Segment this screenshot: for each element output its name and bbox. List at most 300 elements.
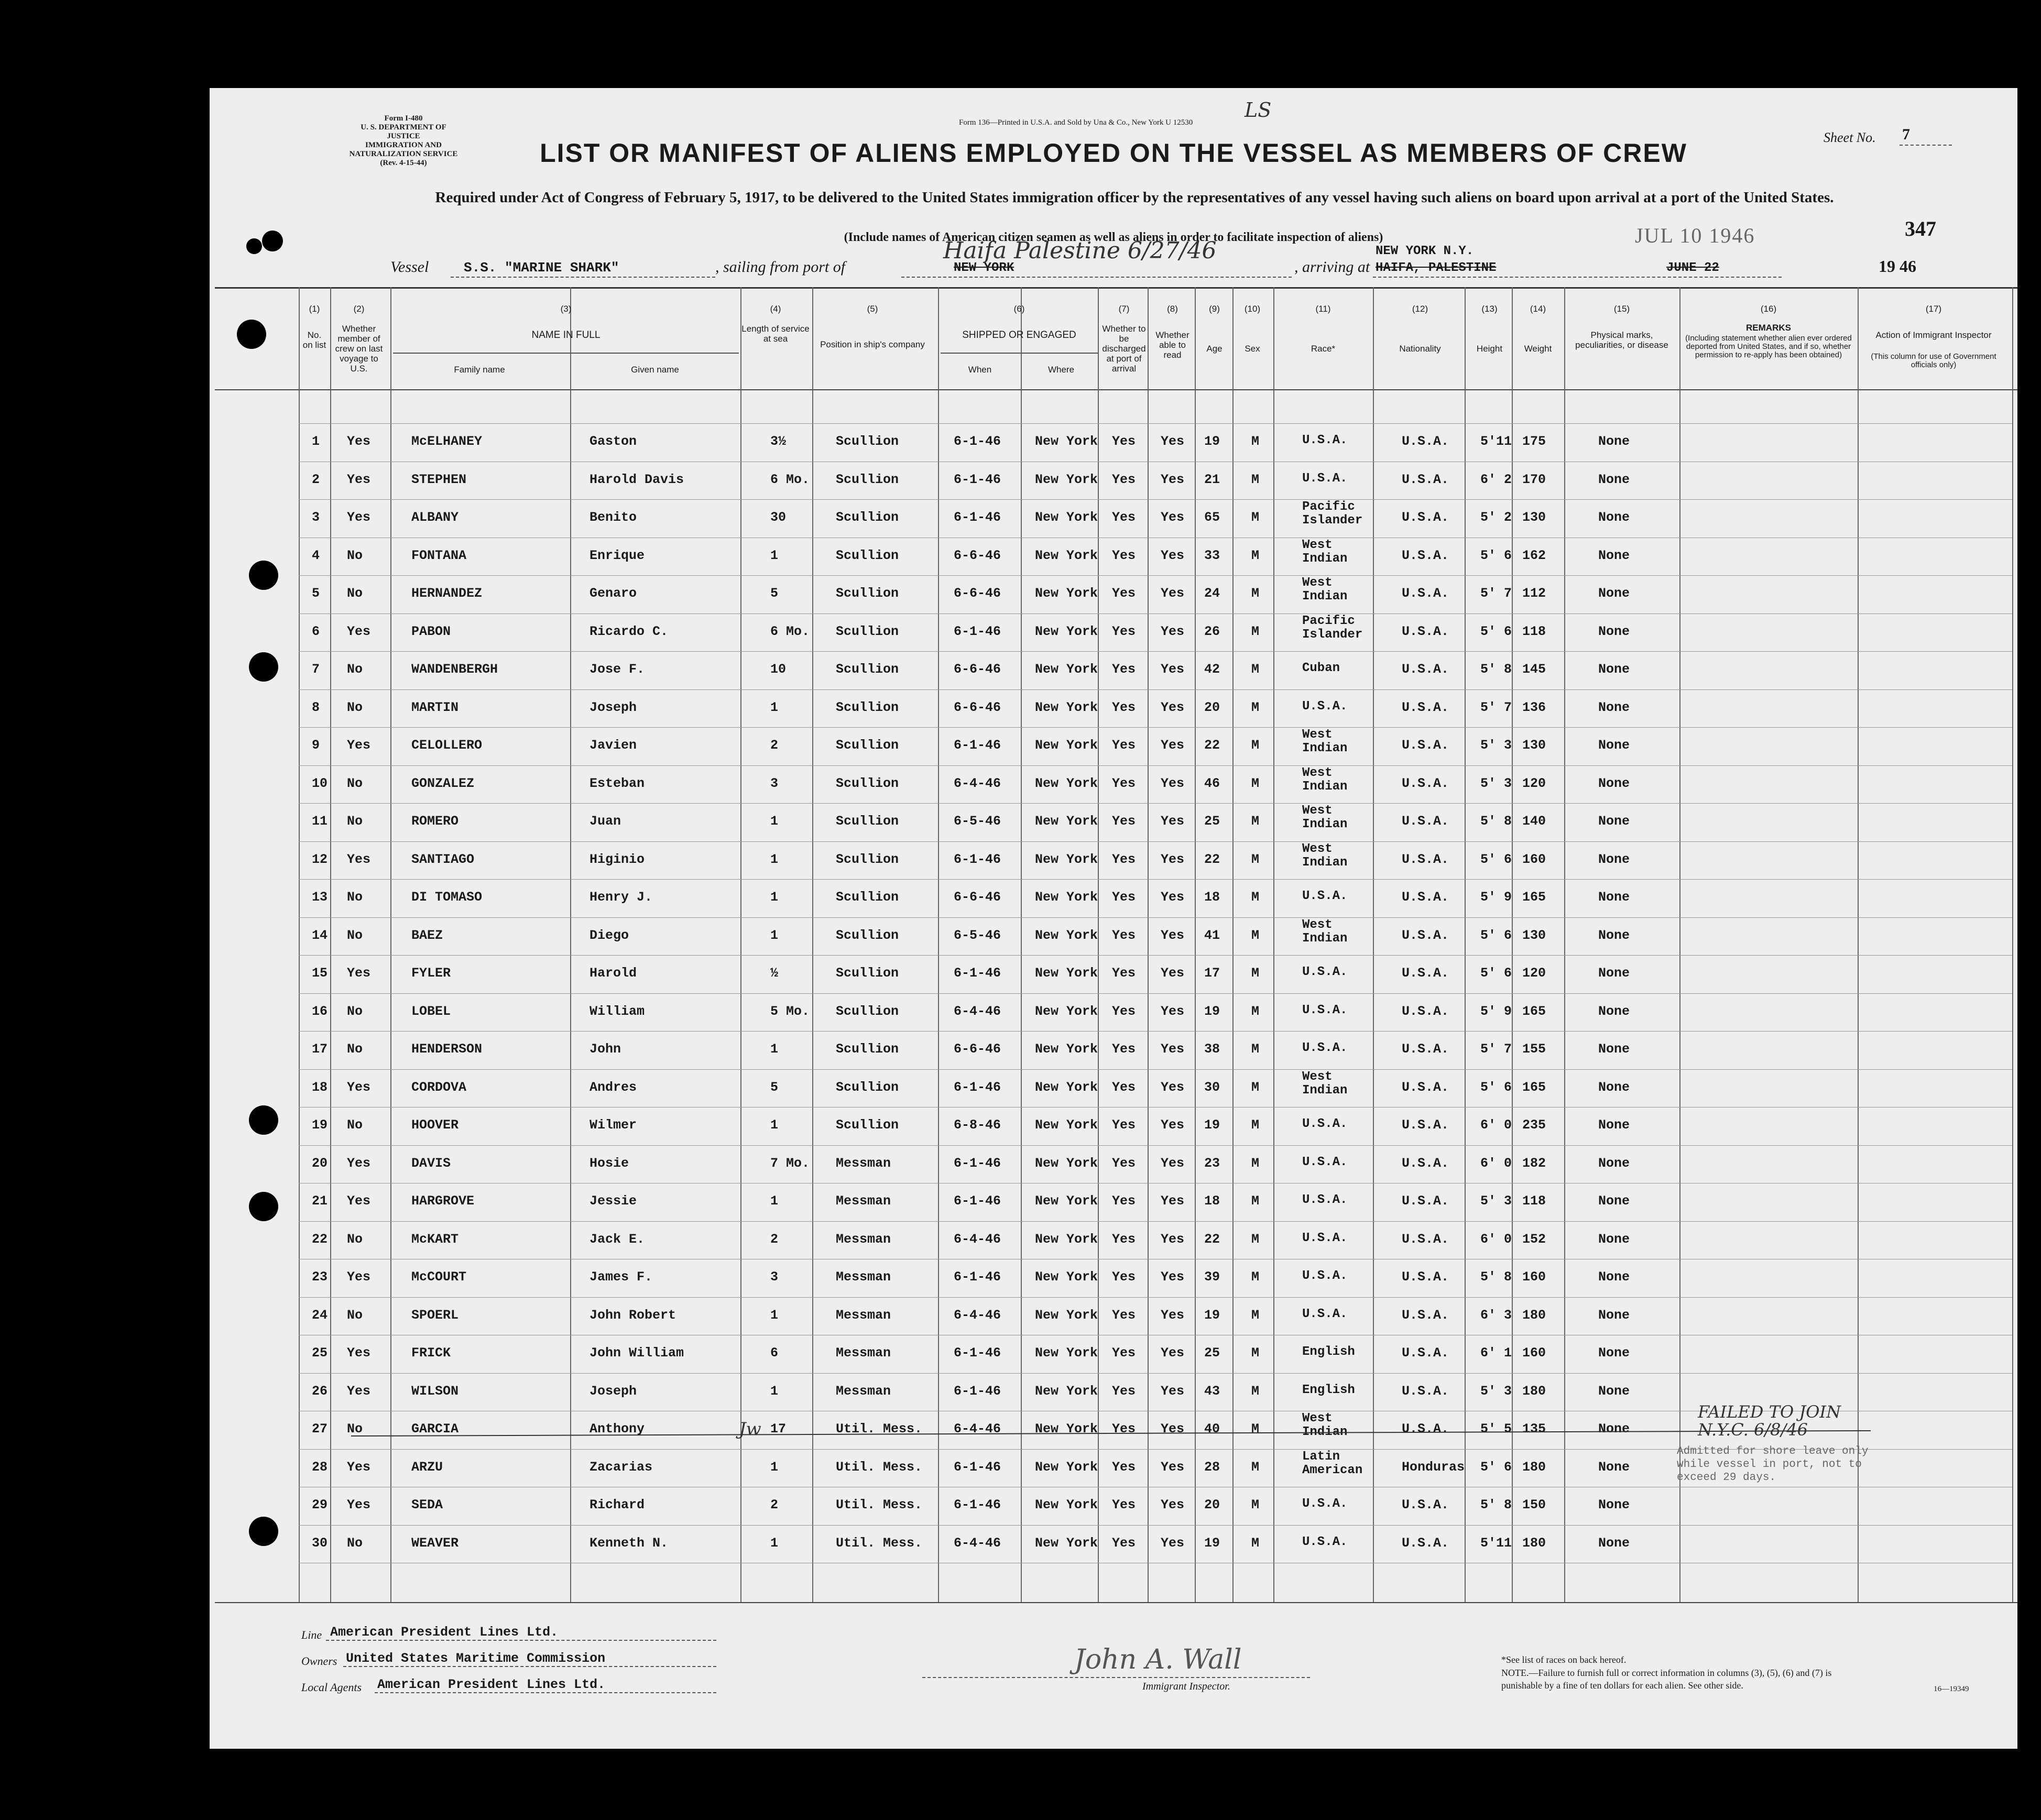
col9-number: (9) (1209, 304, 1220, 314)
row-physical: None (1598, 966, 1630, 981)
row-length: 1 (770, 1117, 779, 1133)
signature-line (922, 1677, 1310, 1678)
row-where: New York (1035, 586, 1098, 601)
row-sex: M (1251, 1155, 1260, 1171)
row-where: New York (1035, 434, 1098, 449)
row-rule (299, 1031, 2012, 1032)
row-physical: None (1598, 1535, 1630, 1551)
row-age: 18 (1204, 1193, 1220, 1209)
row-length: 2 (770, 1497, 779, 1512)
row-length: 1 (770, 547, 779, 563)
row-where: New York (1035, 814, 1098, 829)
row-when: 6-1-46 (954, 851, 1001, 867)
row-age: 33 (1204, 547, 1220, 563)
row-where: New York (1035, 890, 1098, 905)
row-nationality: U.S.A. (1402, 1003, 1449, 1019)
row-sex: M (1251, 1003, 1260, 1019)
row-rule (299, 803, 2012, 804)
row-given-name: Hosie (590, 1155, 629, 1171)
row-age: 43 (1204, 1383, 1220, 1399)
row-physical: None (1598, 1117, 1630, 1133)
row-height: 5' 8 (1480, 1269, 1512, 1285)
requirement-text: Required under Act of Congress of February 5, 1917, to be delivered to the United States immigration officer by the representatives of any vessel having such aliens on board upon arrival at a port of the United States. (435, 189, 1834, 206)
row-age: 22 (1204, 1231, 1220, 1247)
row-position: Util. Mess. (836, 1497, 923, 1512)
row-discharged: Yes (1112, 738, 1136, 753)
row-nationality: U.S.A. (1402, 1079, 1449, 1095)
row-when: 6-6-46 (954, 662, 1001, 677)
row-when: 6-6-46 (954, 890, 1001, 905)
row-number: 13 (312, 890, 328, 905)
row-nationality: U.S.A. (1402, 1421, 1449, 1437)
row-race: English (1302, 1345, 1355, 1359)
row-physical: None (1598, 1307, 1630, 1323)
row-position: Messman (836, 1231, 891, 1247)
row-position: Scullion (836, 1003, 899, 1019)
col-when-header: When (968, 365, 992, 375)
row-weight: 112 (1522, 586, 1546, 601)
row-weight: 160 (1522, 1345, 1546, 1361)
row-height: 5' 5 (1480, 1421, 1512, 1437)
row-member: No (347, 699, 363, 715)
row-age: 65 (1204, 510, 1220, 525)
row-height: 5' 3 (1480, 775, 1512, 791)
row-family-name: FYLER (411, 966, 451, 981)
name-subrule (393, 353, 739, 354)
row-given-name: Juan (590, 814, 621, 829)
row-position: Scullion (836, 851, 899, 867)
remarks-failed-note (1698, 1403, 1841, 1439)
row-nationality: U.S.A. (1402, 890, 1449, 905)
row-position: Scullion (836, 547, 899, 563)
row-family-name: McCOURT (411, 1269, 467, 1285)
row-race: West Indian (1302, 576, 1348, 604)
row-read: Yes (1161, 1459, 1185, 1475)
row-number: 20 (312, 1155, 328, 1171)
row-rule (299, 613, 2012, 614)
agents-value: American President Lines Ltd. (377, 1677, 606, 1692)
row-read: Yes (1161, 1307, 1185, 1323)
row-given-name: Ricardo C. (590, 623, 669, 639)
row-weight: 120 (1522, 966, 1546, 981)
row-when: 6-4-46 (954, 1421, 1001, 1437)
row-weight: 180 (1522, 1307, 1546, 1323)
row-length: 30 (770, 510, 787, 525)
row-position: Scullion (836, 814, 899, 829)
remarks-admitted-stamp: Admitted for shore leave only while vessel in port, not to exceed 29 days. (1677, 1445, 1869, 1484)
row-where: New York (1035, 927, 1098, 943)
row-height: 6' 0 (1480, 1231, 1512, 1247)
row-length: 6 (770, 1345, 779, 1361)
row-weight: 150 (1522, 1497, 1546, 1512)
row-race: U.S.A. (1302, 965, 1348, 979)
row-member: No (347, 547, 363, 563)
row-position: Scullion (836, 623, 899, 639)
row-when: 6-1-46 (954, 1079, 1001, 1095)
row-race: Latin American (1302, 1449, 1363, 1477)
row-given-name: Benito (590, 510, 637, 525)
arrive-port-handwritten: NEW YORK N.Y. (1376, 244, 1474, 258)
row-race: West Indian (1302, 728, 1348, 755)
row-height: 5' 6 (1480, 623, 1512, 639)
row-where: New York (1035, 1269, 1098, 1285)
row27-strikethrough (351, 1430, 1871, 1437)
row-age: 19 (1204, 1307, 1220, 1323)
column-rule (1465, 287, 1466, 1602)
row-number: 29 (312, 1497, 328, 1512)
row-rule (299, 993, 2012, 994)
row-family-name: ARZU (411, 1459, 443, 1475)
col-discharged-header: Whether to be discharged at port of arrival (1102, 324, 1146, 374)
row-when: 6-1-46 (954, 1383, 1001, 1399)
col12-number: (12) (1412, 304, 1428, 314)
row-race: West Indian (1302, 804, 1348, 831)
row-rule (299, 727, 2012, 728)
row-member: Yes (347, 1345, 371, 1361)
row-given-name: Richard (590, 1497, 645, 1512)
row-where: New York (1035, 1193, 1098, 1209)
row-nationality: U.S.A. (1402, 1383, 1449, 1399)
col-read-header: Whether able to read (1155, 330, 1189, 360)
from-port-handwritten: Haifa Palestine 6/27/46 (943, 237, 1217, 264)
row-when: 6-1-46 (954, 966, 1001, 981)
col-sex-header: Sex (1245, 344, 1260, 354)
row-read: Yes (1161, 738, 1185, 753)
row-age: 19 (1204, 1117, 1220, 1133)
row-discharged: Yes (1112, 1421, 1136, 1437)
row-read: Yes (1161, 434, 1185, 449)
row-position: Messman (836, 1383, 891, 1399)
row-race: U.S.A. (1302, 471, 1348, 486)
col13-number: (13) (1481, 304, 1498, 314)
col-nationality-header: Nationality (1399, 344, 1441, 354)
row-rule (299, 689, 2012, 690)
row-member: Yes (347, 1193, 371, 1209)
row-when: 6-1-46 (954, 738, 1001, 753)
row-height: 5' 9 (1480, 890, 1512, 905)
row-weight: 155 (1522, 1041, 1546, 1057)
row-height: 5' 7 (1480, 699, 1512, 715)
row-discharged: Yes (1112, 1003, 1136, 1019)
row-discharged: Yes (1112, 547, 1136, 563)
row-read: Yes (1161, 1345, 1185, 1361)
row-age: 20 (1204, 1497, 1220, 1512)
row-nationality: U.S.A. (1402, 699, 1449, 715)
row-physical: None (1598, 1345, 1630, 1361)
page-number: 347 (1905, 217, 1936, 240)
row-length: 1 (770, 890, 779, 905)
col-family-header: Family name (454, 365, 505, 375)
row-family-name: PABON (411, 623, 451, 639)
row-sex: M (1251, 1079, 1260, 1095)
row-family-name: STEPHEN (411, 472, 467, 487)
row-given-name: Genaro (590, 586, 637, 601)
row-family-name: MARTIN (411, 699, 459, 715)
row-family-name: CORDOVA (411, 1079, 467, 1095)
row-when: 6-4-46 (954, 1307, 1001, 1323)
row-where: New York (1035, 623, 1098, 639)
row-nationality: U.S.A. (1402, 775, 1449, 791)
row-discharged: Yes (1112, 1383, 1136, 1399)
row-discharged: Yes (1112, 966, 1136, 981)
col-weight-header: Weight (1524, 344, 1552, 354)
row-weight: 152 (1522, 1231, 1546, 1247)
row-member: No (347, 1421, 363, 1437)
row-nationality: Honduras (1402, 1459, 1465, 1475)
col14-number: (14) (1530, 304, 1546, 314)
row-position: Scullion (836, 775, 899, 791)
row-where: New York (1035, 1459, 1098, 1475)
row-number: 21 (312, 1193, 328, 1209)
row-given-name: John (590, 1041, 621, 1057)
row-discharged: Yes (1112, 1269, 1136, 1285)
row-number: 23 (312, 1269, 328, 1285)
row-member: No (347, 662, 363, 677)
row-weight: 165 (1522, 1003, 1546, 1019)
row-physical: None (1598, 1383, 1630, 1399)
row-length: 5 (770, 1079, 779, 1095)
line-underline (326, 1640, 716, 1641)
row-sex: M (1251, 851, 1260, 867)
column-rule (1232, 287, 1234, 1602)
row-discharged: Yes (1112, 586, 1136, 601)
row-sex: M (1251, 623, 1260, 639)
row-when: 6-4-46 (954, 1003, 1001, 1019)
row-family-name: HARGROVE (411, 1193, 475, 1209)
col-remarks-note: (Including statement whether alien ever ordered deported from United States, and if so, whether permission to re-apply has been obtained) (1685, 334, 1852, 359)
row-nationality: U.S.A. (1402, 472, 1449, 487)
row-nationality: U.S.A. (1402, 510, 1449, 525)
row-weight: 180 (1522, 1459, 1546, 1475)
department: U. S. DEPARTMENT OF JUSTICE (361, 123, 446, 140)
row-sex: M (1251, 586, 1260, 601)
row-race: U.S.A. (1302, 433, 1348, 447)
row-physical: None (1598, 510, 1630, 525)
column-rule (938, 287, 939, 1602)
row-number: 27 (312, 1421, 328, 1437)
shipped-subrule (941, 353, 1098, 354)
row-number: 2 (312, 472, 320, 487)
row-discharged: Yes (1112, 1079, 1136, 1095)
row-given-name: Zacarias (590, 1459, 653, 1475)
row-rule (299, 917, 2012, 918)
row-sex: M (1251, 1421, 1260, 1437)
row-race: Pacific Islander (1302, 613, 1363, 642)
row-discharged: Yes (1112, 851, 1136, 867)
row-rule (299, 1525, 2012, 1526)
col-age-header: Age (1206, 344, 1223, 354)
row-height: 5' 6 (1480, 547, 1512, 563)
row-when: 6-6-46 (954, 547, 1001, 563)
row-member: Yes (347, 510, 371, 525)
row-sex: M (1251, 1459, 1260, 1475)
row-position: Messman (836, 1345, 891, 1361)
row-where: New York (1035, 775, 1098, 791)
punch-hole (249, 1517, 278, 1546)
row-nationality: U.S.A. (1402, 1269, 1449, 1285)
row-race: West Indian (1302, 1069, 1348, 1098)
punch-hole (249, 652, 278, 682)
row-race: West Indian (1302, 917, 1348, 946)
punch-hole (249, 1105, 278, 1135)
row-number: 1 (312, 434, 320, 449)
col-shipped-header: SHIPPED OR ENGAGED (962, 330, 1076, 341)
row-nationality: U.S.A. (1402, 738, 1449, 753)
row-where: New York (1035, 1041, 1098, 1057)
header-bottom-rule (215, 389, 2017, 390)
col17-number: (17) (1925, 304, 1942, 314)
row-height: 6' 0 (1480, 1155, 1512, 1171)
remarks-failed-line1: FAILED TO JOIN (1698, 1402, 1841, 1422)
column-rule (1021, 287, 1022, 1602)
row-age: 18 (1204, 890, 1220, 905)
row-sex: M (1251, 890, 1260, 905)
row-length: 2 (770, 1231, 779, 1247)
row-position: Scullion (836, 1117, 899, 1133)
row-read: Yes (1161, 1117, 1185, 1133)
row-where: New York (1035, 472, 1098, 487)
row-given-name: Jack E. (590, 1231, 645, 1247)
races-note: *See list of races on back hereof. (1501, 1654, 1627, 1665)
row-member: Yes (347, 434, 371, 449)
row-height: 5' 3 (1480, 1383, 1512, 1399)
row27-initials: Jw (739, 1419, 761, 1440)
row-race: U.S.A. (1302, 1269, 1348, 1283)
row-nationality: U.S.A. (1402, 1307, 1449, 1323)
row-when: 6-1-46 (954, 1193, 1001, 1209)
row-length: 1 (770, 1307, 779, 1323)
row-sex: M (1251, 1345, 1260, 1361)
row-physical: None (1598, 434, 1630, 449)
row-race: U.S.A. (1302, 1534, 1348, 1549)
col4-number: (4) (770, 304, 781, 314)
col-action-header: Action of Immigrant Inspector (1875, 330, 1992, 340)
row-position: Scullion (836, 738, 899, 753)
row-family-name: WANDENBERGH (411, 662, 498, 677)
row-family-name: SANTIAGO (411, 851, 475, 867)
row-length: 1 (770, 699, 779, 715)
row-where: New York (1035, 1497, 1098, 1512)
col16-number: (16) (1760, 304, 1777, 314)
owners-value: United States Maritime Commission (346, 1651, 606, 1666)
sheet-label: Sheet No. (1824, 130, 1876, 145)
row-member: No (347, 1117, 363, 1133)
from-port-typed: NEW YORK (954, 261, 1014, 275)
year: 19 46 (1879, 257, 1916, 276)
row-discharged: Yes (1112, 662, 1136, 677)
row-when: 6-1-46 (954, 1155, 1001, 1171)
col8-number: (8) (1167, 304, 1178, 314)
column-rule (740, 287, 741, 1602)
row-length: 1 (770, 851, 779, 867)
row-member: Yes (347, 738, 371, 753)
row-discharged: Yes (1112, 1497, 1136, 1512)
row-sex: M (1251, 1497, 1260, 1512)
row-member: No (347, 1231, 363, 1247)
row-position: Scullion (836, 586, 899, 601)
row-length: 3 (770, 1269, 779, 1285)
row-height: 5' 2 (1480, 510, 1512, 525)
row-nationality: U.S.A. (1402, 1117, 1449, 1133)
row-race: West Indian (1302, 841, 1348, 870)
row-member: Yes (347, 1497, 371, 1512)
col-race-header: Race* (1311, 344, 1336, 354)
punch-hole (249, 1192, 278, 1221)
column-rule (812, 287, 813, 1602)
date-stamp: JUL 10 1946 (1635, 224, 1755, 247)
row-family-name: FRICK (411, 1345, 451, 1361)
row-number: 7 (312, 662, 320, 677)
column-rule (299, 287, 300, 1602)
row-age: 40 (1204, 1421, 1220, 1437)
row-age: 38 (1204, 1041, 1220, 1057)
row-height: 5' 8 (1480, 1497, 1512, 1512)
row-weight: 165 (1522, 1079, 1546, 1095)
row-when: 6-5-46 (954, 927, 1001, 943)
row-race: U.S.A. (1302, 1117, 1348, 1131)
row-race: West Indian (1302, 765, 1348, 794)
row-read: Yes (1161, 1155, 1185, 1171)
row-weight: 130 (1522, 738, 1546, 753)
row-age: 24 (1204, 586, 1220, 601)
row-physical: None (1598, 738, 1630, 753)
row-rule (299, 575, 2012, 576)
row-given-name: Joseph (590, 699, 637, 715)
row-rule (299, 1069, 2012, 1070)
col10-number: (10) (1244, 304, 1261, 314)
row-position: Scullion (836, 510, 899, 525)
column-rule (1148, 287, 1149, 1602)
col-position-header: Position in ship's company (820, 339, 925, 349)
service: IMMIGRATION AND NATURALIZATION SERVICE (349, 141, 458, 158)
col-action-note: (This column for use of Government officials only) (1871, 352, 1996, 369)
vessel-name: S.S. "MARINE SHARK" (464, 260, 619, 276)
col-given-header: Given name (631, 365, 679, 375)
row-nationality: U.S.A. (1402, 662, 1449, 677)
row-position: Util. Mess. (836, 1459, 923, 1475)
row-number: 3 (312, 510, 320, 525)
penalty-note: NOTE.—Failure to furnish full or correct information in columns (3), (5), (6) and (7) is punishable by a fine of ten dollars for each alien. See other side. (1501, 1668, 1832, 1691)
row-read: Yes (1161, 1421, 1185, 1437)
row-nationality: U.S.A. (1402, 851, 1449, 867)
row-where: New York (1035, 1155, 1098, 1171)
row-length: 7 Mo. (770, 1155, 810, 1171)
row-length: ½ (770, 966, 779, 981)
row-rule (299, 1221, 2012, 1222)
row-weight: 160 (1522, 851, 1546, 867)
row-sex: M (1251, 1193, 1260, 1209)
row-physical: None (1598, 1003, 1630, 1019)
row-sex: M (1251, 434, 1260, 449)
row-where: New York (1035, 1345, 1098, 1361)
row-weight: 118 (1522, 623, 1546, 639)
row-length: 17 (770, 1421, 787, 1437)
col2-number: (2) (353, 304, 365, 314)
table-bottom-rule (215, 1602, 2017, 1603)
row-position: Scullion (836, 699, 899, 715)
handwritten-initials: LS (1245, 98, 1272, 122)
row-weight: 175 (1522, 434, 1546, 449)
row-nationality: U.S.A. (1402, 966, 1449, 981)
row-length: 1 (770, 814, 779, 829)
vessel-label: Vessel (390, 258, 429, 276)
col-no-header: No. on list (302, 330, 326, 350)
row-member: No (347, 1041, 363, 1057)
row-member: No (347, 775, 363, 791)
row-number: 26 (312, 1383, 328, 1399)
row-length: 10 (770, 662, 787, 677)
row-race: U.S.A. (1302, 1231, 1348, 1245)
